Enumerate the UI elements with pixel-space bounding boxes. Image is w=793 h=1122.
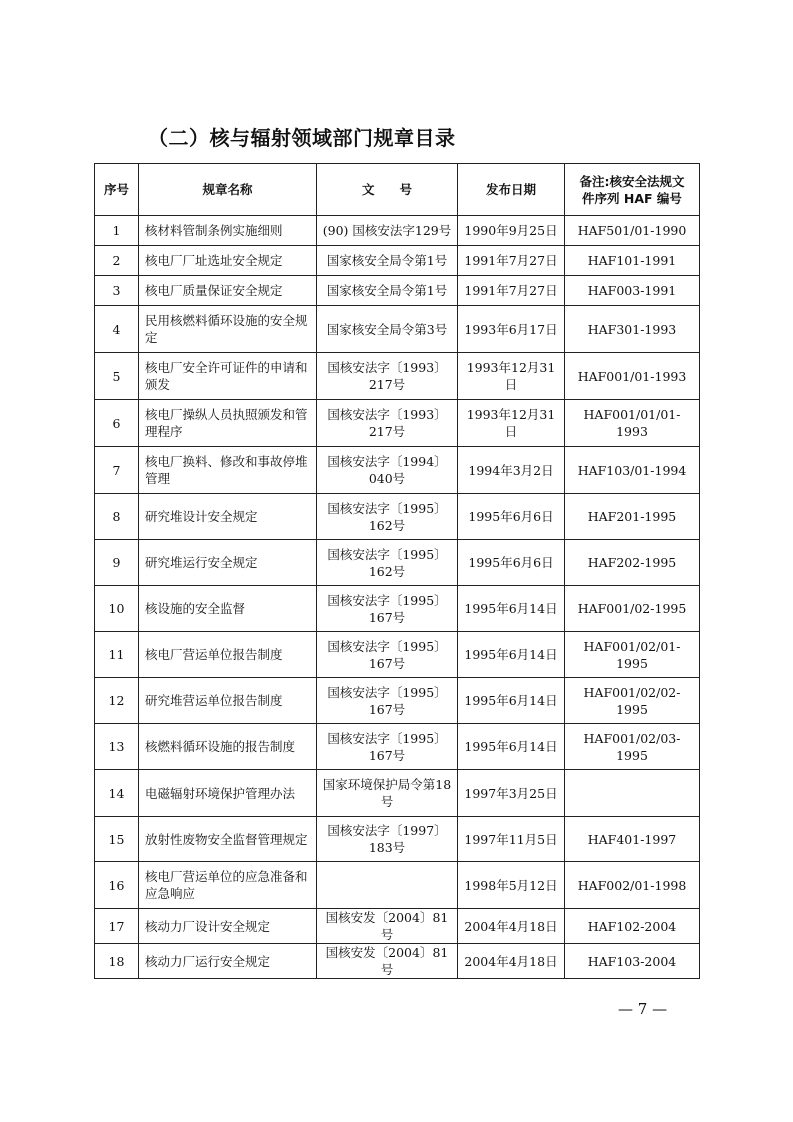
cell-seq: 9	[95, 540, 139, 586]
cell-name: 放射性废物安全监督管理规定	[139, 817, 317, 862]
cell-name: 民用核燃料循环设施的安全规定	[139, 306, 317, 353]
table-row	[95, 246, 700, 276]
cell-seq: 14	[95, 770, 139, 817]
cell-name: 核电厂安全许可证件的申请和颁发	[139, 353, 317, 400]
cell-date: 1993年12月31日	[458, 400, 565, 447]
cell-doc: 国核安法字〔1997〕183号	[317, 817, 458, 862]
cell-seq: 16	[95, 862, 139, 909]
cell-haf: HAF001/01-1993	[565, 353, 700, 400]
cell-doc: (90) 国核安法字129号	[317, 216, 458, 246]
cell-haf: HAF102-2004	[565, 909, 700, 944]
cell-name: 核电厂厂址选址安全规定	[139, 246, 317, 276]
cell-date: 1995年6月14日	[458, 678, 565, 724]
cell-doc: 国核安法字〔1993〕217号	[317, 353, 458, 400]
cell-name: 核电厂操纵人员执照颁发和管理程序	[139, 400, 317, 447]
cell-date: 1995年6月6日	[458, 540, 565, 586]
cell-date: 1997年11月5日	[458, 817, 565, 862]
cell-name: 核燃料循环设施的报告制度	[139, 724, 317, 770]
cell-date: 1998年5月12日	[458, 862, 565, 909]
cell-seq: 3	[95, 276, 139, 306]
cell-doc: 国核安法字〔1995〕162号	[317, 540, 458, 586]
cell-seq: 17	[95, 909, 139, 944]
cell-doc: 国家核安全局令第1号	[317, 246, 458, 276]
cell-haf: HAF002/01-1998	[565, 862, 700, 909]
cell-doc: 国家核安全局令第3号	[317, 306, 458, 353]
cell-doc	[317, 862, 458, 909]
cell-doc: 国核安法字〔1995〕167号	[317, 586, 458, 632]
cell-haf	[565, 770, 700, 817]
cell-haf: HAF001/02/03-1995	[565, 724, 700, 770]
cell-name: 核电厂营运单位报告制度	[139, 632, 317, 678]
cell-seq: 1	[95, 216, 139, 246]
cell-date: 1990年9月25日	[458, 216, 565, 246]
cell-haf: HAF003-1991	[565, 276, 700, 306]
column-header-haf	[565, 164, 700, 216]
cell-haf: HAF001/02/02-1995	[565, 678, 700, 724]
cell-doc: 国核安发〔2004〕81号	[317, 944, 458, 979]
table-row	[95, 586, 700, 632]
cell-name: 核动力厂设计安全规定	[139, 909, 317, 944]
cell-date: 1991年7月27日	[458, 276, 565, 306]
cell-haf: HAF101-1991	[565, 246, 700, 276]
table-row	[95, 306, 700, 353]
cell-seq: 15	[95, 817, 139, 862]
cell-name: 核动力厂运行安全规定	[139, 944, 317, 979]
column-header-date: 发布日期	[458, 164, 565, 216]
cell-name: 核设施的安全监督	[139, 586, 317, 632]
cell-doc: 国核安法字〔1994〕040号	[317, 447, 458, 494]
cell-seq: 6	[95, 400, 139, 447]
cell-date: 1994年3月2日	[458, 447, 565, 494]
cell-date: 1997年3月25日	[458, 770, 565, 817]
table-row	[95, 494, 700, 540]
cell-seq: 10	[95, 586, 139, 632]
cell-name: 核电厂质量保证安全规定	[139, 276, 317, 306]
page-number: — 7 —	[618, 1000, 668, 1018]
cell-seq: 18	[95, 944, 139, 979]
table-row	[95, 909, 700, 944]
cell-haf: HAF401-1997	[565, 817, 700, 862]
table-row	[95, 353, 700, 400]
cell-name: 核电厂换料、修改和事故停堆管理	[139, 447, 317, 494]
column-header-doc: 文 号	[317, 164, 458, 216]
cell-doc: 国家环境保护局令第18号	[317, 770, 458, 817]
table-row	[95, 400, 700, 447]
table-row	[95, 216, 700, 246]
cell-date: 2004年4月18日	[458, 944, 565, 979]
cell-date: 1993年12月31日	[458, 353, 565, 400]
cell-haf: HAF202-1995	[565, 540, 700, 586]
table-row	[95, 540, 700, 586]
cell-name: 核电厂营运单位的应急准备和应急响应	[139, 862, 317, 909]
column-header-seq: 序号	[95, 164, 139, 216]
cell-date: 2004年4月18日	[458, 909, 565, 944]
cell-date: 1991年7月27日	[458, 246, 565, 276]
cell-haf: HAF501/01-1990	[565, 216, 700, 246]
cell-seq: 5	[95, 353, 139, 400]
cell-doc: 国核安法字〔1995〕167号	[317, 632, 458, 678]
cell-date: 1995年6月14日	[458, 586, 565, 632]
cell-haf: HAF201-1995	[565, 494, 700, 540]
cell-doc: 国核安法字〔1995〕162号	[317, 494, 458, 540]
cell-seq: 13	[95, 724, 139, 770]
cell-date: 1995年6月6日	[458, 494, 565, 540]
cell-name: 研究堆营运单位报告制度	[139, 678, 317, 724]
cell-name: 核材料管制条例实施细则	[139, 216, 317, 246]
column-header-name: 规章名称	[139, 164, 317, 216]
cell-haf: HAF301-1993	[565, 306, 700, 353]
cell-haf: HAF001/01/01-1993	[565, 400, 700, 447]
table-row	[95, 276, 700, 306]
cell-doc: 国核安法字〔1993〕217号	[317, 400, 458, 447]
cell-seq: 7	[95, 447, 139, 494]
column-header-haf-line2: 件序列 HAF 编号	[582, 190, 682, 206]
cell-seq: 8	[95, 494, 139, 540]
cell-seq: 4	[95, 306, 139, 353]
page-title: （二）核与辐射领域部门规章目录	[148, 126, 456, 150]
cell-name: 研究堆运行安全规定	[139, 540, 317, 586]
table-row	[95, 678, 700, 724]
regulations-table	[94, 163, 700, 979]
table-row	[95, 447, 700, 494]
cell-date: 1993年6月17日	[458, 306, 565, 353]
table-row	[95, 632, 700, 678]
table-row	[95, 862, 700, 909]
cell-doc: 国核安法字〔1995〕167号	[317, 678, 458, 724]
cell-seq: 12	[95, 678, 139, 724]
table-row	[95, 770, 700, 817]
table-row	[95, 817, 700, 862]
table-row	[95, 724, 700, 770]
cell-name: 电磁辐射环境保护管理办法	[139, 770, 317, 817]
cell-haf: HAF103/01-1994	[565, 447, 700, 494]
cell-seq: 11	[95, 632, 139, 678]
cell-doc: 国家核安全局令第1号	[317, 276, 458, 306]
cell-name: 研究堆设计安全规定	[139, 494, 317, 540]
cell-haf: HAF001/02/01-1995	[565, 632, 700, 678]
table-header-row	[95, 164, 700, 216]
column-header-haf-line1: 备注:核安全法规文	[579, 173, 685, 189]
table-row	[95, 944, 700, 979]
cell-doc: 国核安发〔2004〕81号	[317, 909, 458, 944]
cell-date: 1995年6月14日	[458, 632, 565, 678]
cell-haf: HAF103-2004	[565, 944, 700, 979]
cell-seq: 2	[95, 246, 139, 276]
cell-haf: HAF001/02-1995	[565, 586, 700, 632]
cell-date: 1995年6月14日	[458, 724, 565, 770]
cell-doc: 国核安法字〔1995〕167号	[317, 724, 458, 770]
